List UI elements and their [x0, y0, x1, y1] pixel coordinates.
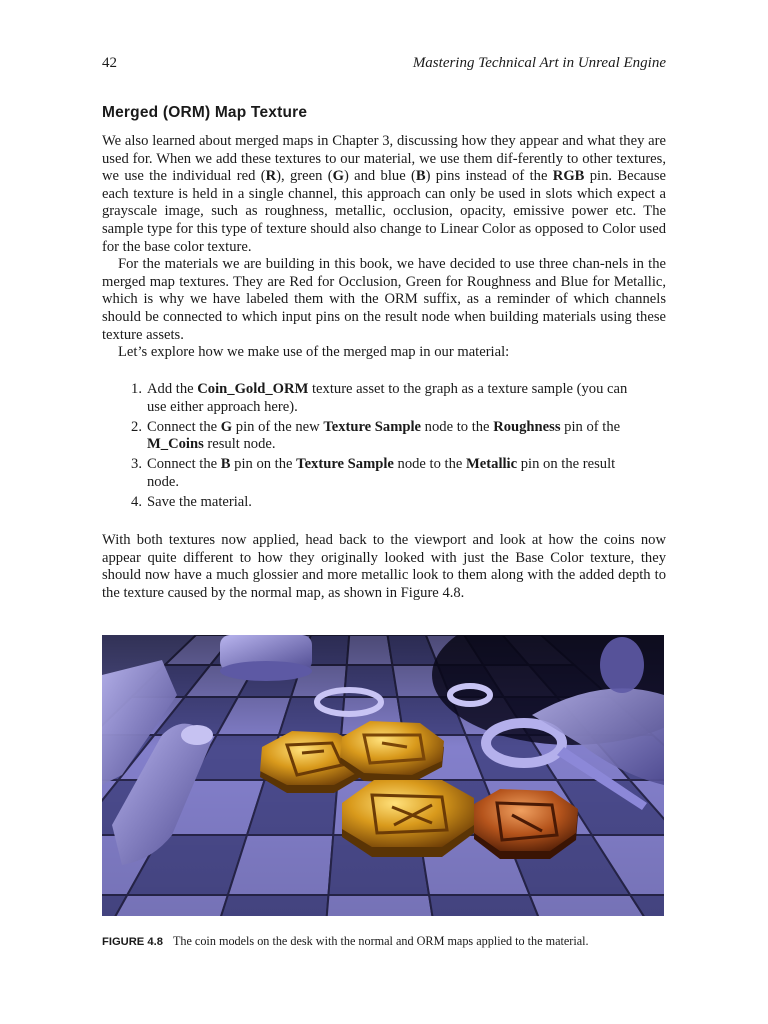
- figure-image: [102, 635, 664, 916]
- book-title: Mastering Technical Art in Unreal Engine: [412, 55, 666, 71]
- figure-caption: [102, 934, 666, 950]
- paragraph: [102, 344, 666, 362]
- step-text: [147, 381, 666, 416]
- bold-term: B: [415, 168, 426, 185]
- text-run: pin of the new: [232, 418, 324, 435]
- text-run: pin on the: [230, 456, 297, 473]
- paragraph: With both textures now applied, head back to the viewport and look at how the coins now appear quite different to how they originally looked with just the Base Color texture, they should now have a much glossier and more metallic look to them along with the added depth to the texture caused by the normal map, as shown in Figure 4.8.: [102, 532, 666, 601]
- bold-term: R: [265, 168, 277, 185]
- text-run: texture asset to the graph as a texture sample (you can use either approach here).: [147, 381, 628, 415]
- text-run: result node.: [203, 436, 276, 453]
- bold-term: B: [220, 456, 231, 473]
- step-number: 1.: [131, 381, 142, 397]
- step-item: [102, 494, 666, 512]
- figure-caption-text: The coin models on the desk with the normal and ORM maps applied to the material.: [172, 934, 589, 948]
- bold-term: M_Coins: [147, 436, 204, 453]
- step-item: [102, 456, 666, 491]
- step-text: [147, 494, 666, 512]
- step-item: [102, 381, 666, 416]
- text-run: Add the: [147, 381, 198, 397]
- closing-paragraph: [102, 532, 666, 602]
- bold-term: Coin_Gold_ORM: [197, 381, 309, 397]
- figure-label: FIGURE 4.8: [102, 936, 163, 948]
- step-item: [102, 419, 666, 454]
- coin-copper-right: [474, 789, 578, 859]
- paragraph: [102, 256, 666, 344]
- coin-gold-top: [340, 721, 444, 783]
- text-run: Connect the: [147, 418, 221, 435]
- page-number: 42: [102, 55, 117, 71]
- step-number: 3.: [131, 456, 142, 473]
- step-number: 2.: [131, 418, 142, 435]
- bold-term: Roughness: [493, 418, 561, 435]
- bold-term: RGB: [552, 168, 585, 185]
- step-number: 4.: [131, 493, 142, 510]
- step-text: [147, 419, 666, 454]
- text-run: pin of the: [560, 418, 621, 435]
- step-text: [147, 456, 666, 491]
- text-run: pin on the result node.: [147, 456, 616, 490]
- text-run: node to the: [393, 456, 467, 473]
- bold-term: G: [332, 168, 344, 185]
- text-run: pin. Because each texture is held in a single channel, this approach can only be used in slots which expect a grayscale image, such as roughness, metallic, occlusion, opacity, emissive power etc. The sample type for this type of texture should also change to Linear Color as opposed to Color used for the base color texture.: [102, 168, 666, 255]
- text-run: ) pins instead of the: [425, 168, 553, 185]
- text-run: Save the material.: [147, 493, 252, 510]
- text-run: For the materials we are building in this book, we have decided to use three chan-nels in the merged map textures. They are Red for Occlusion, Green for Roughness and Blue for Metallic, which is why we have labeled them with the ORM suffix, as a reminder of which channels should be connected to which input pins on the result node when building materials using these texture assets.: [102, 256, 666, 343]
- steps-list: [102, 381, 666, 514]
- text-run: Let’s explore how we make use of the merged map in our material:: [118, 344, 510, 361]
- text-run: Connect the: [147, 456, 221, 473]
- bold-term: Texture Sample: [296, 456, 394, 473]
- running-head: [102, 54, 666, 72]
- text-run: We also learned about merged maps in Chapter 3, discussing how they appear and what they are used for. When we add these textures to our material, we use them dif-ferently to other textures, we use the individual red (: [102, 133, 666, 185]
- paragraph: [102, 133, 666, 256]
- section-heading: Merged (ORM) Map Texture: [102, 104, 308, 121]
- bold-term: G: [220, 418, 233, 435]
- bold-term: Metallic: [466, 456, 518, 473]
- coin-gold-center: [342, 780, 474, 857]
- text-run: ) and blue (: [343, 168, 416, 185]
- intro-paragraphs: [102, 133, 666, 362]
- coins-render-illustration: [102, 635, 664, 916]
- bold-term: Texture Sample: [323, 418, 422, 435]
- text-run: node to the: [421, 418, 494, 435]
- text-run: ), green (: [276, 168, 333, 185]
